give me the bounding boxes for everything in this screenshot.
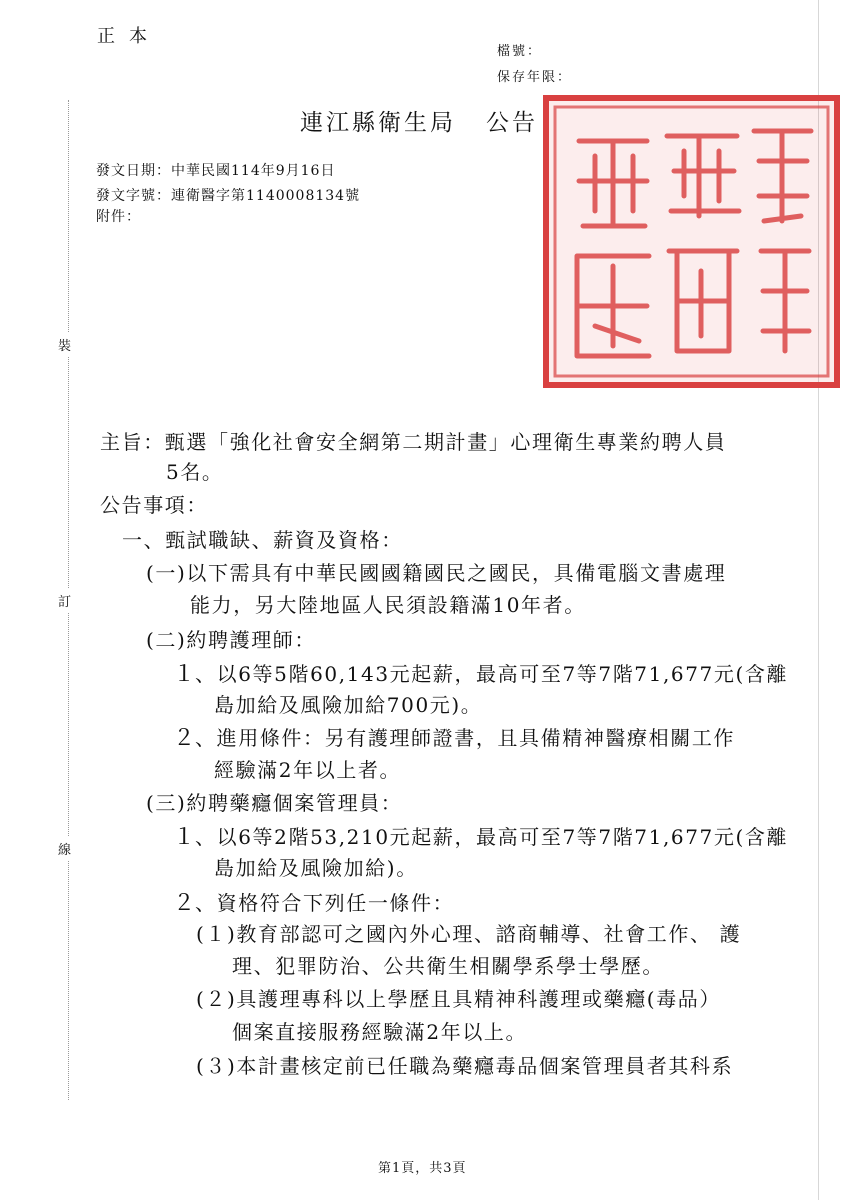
purpose-line-1: 主旨：甄選「強化社會安全網第二期計畫」心理衛生專業約聘人員 [100, 430, 727, 454]
item-3-heading: (三)約聘藥癮個案管理員： [146, 791, 403, 815]
condition-2-number: (２) [196, 987, 237, 1011]
condition-1-line-1 [196, 918, 741, 947]
item-2-1-number: １ [173, 662, 196, 687]
retention-label: 保存年限： [497, 70, 573, 85]
condition-1-text: 教育部認可之國內外心理、諮商輔導、社會工作、 護 [236, 922, 742, 946]
binding-mark-zhuang: 裝 [58, 333, 71, 356]
item-2-2-line-2: 經驗滿2年以上者。 [214, 758, 402, 782]
purpose-line-2: 5名。 [166, 460, 224, 484]
seal-stamp-graphic [549, 101, 834, 382]
item-2-1-line-2: 島加給及風險加給700元)。 [214, 693, 483, 717]
item-3-1-text: 、以6等2階53,210元起薪，最高可至7等7階71,677元(含離 [195, 825, 789, 849]
issue-date: 發文日期：中華民國114年9月16日 [96, 163, 336, 179]
document-type: 公告 [486, 110, 538, 136]
item-2-1-line-1 [173, 657, 788, 688]
section-1-heading: 一、甄試職缺、薪資及資格： [122, 528, 403, 552]
condition-2-line-2: 個案直接服務經驗滿2年以上。 [232, 1020, 528, 1044]
file-number-label: 檔號： [497, 44, 543, 59]
condition-1-number: (１) [196, 922, 237, 946]
item-1-line-2: 能力，另大陸地區人民須設籍滿10年者。 [190, 593, 586, 617]
notice-heading: 公告事項： [100, 493, 208, 517]
issue-number: 發文字號：連衛醫字第1140008134號 [96, 188, 361, 204]
item-3-1-number: １ [173, 825, 196, 850]
binding-mark-xian: 線 [58, 837, 71, 860]
item-2-2-number: ２ [173, 726, 196, 751]
item-2-2-text: 、進用條件：另有護理師證書，且具備精神醫療相關工作 [195, 726, 736, 750]
condition-3-line-1 [196, 1050, 733, 1079]
item-3-2-line-1 [173, 886, 454, 917]
item-3-2-text: 、資格符合下列任一條件： [195, 891, 455, 915]
document-title [300, 104, 538, 137]
official-seal [543, 95, 840, 388]
condition-2-text: 具護理專科以上學歷且具精神科護理或藥癮(毒品） [236, 987, 722, 1011]
item-2-2-line-1 [173, 721, 735, 752]
item-3-1-line-1 [173, 820, 788, 851]
item-2-heading: (二)約聘護理師： [146, 628, 317, 652]
agency-name: 連江縣衛生局 [300, 110, 456, 136]
condition-3-text: 本計畫核定前已任職為藥癮毒品個案管理員者其科系 [236, 1054, 734, 1078]
item-3-1-line-2: 島加給及風險加給)。 [214, 856, 418, 880]
item-2-1-text: 、以6等5階60,143元起薪，最高可至7等7階71,677元(含離 [195, 662, 789, 686]
condition-3-number: (３) [196, 1054, 237, 1078]
page-number: 第1頁，共3頁 [378, 1161, 467, 1176]
attachment-label: 附件： [96, 209, 141, 225]
condition-2-line-1 [196, 983, 721, 1012]
copy-label: 正本 [97, 26, 161, 47]
item-1-line-1: (一)以下需具有中華民國國籍國民之國民，具備電腦文書處理 [146, 561, 727, 585]
condition-1-line-2: 理、犯罪防治、公共衛生相關學系學士學歷。 [232, 954, 664, 978]
item-3-2-number: ２ [173, 891, 196, 916]
binding-mark-ding: 訂 [58, 589, 71, 612]
